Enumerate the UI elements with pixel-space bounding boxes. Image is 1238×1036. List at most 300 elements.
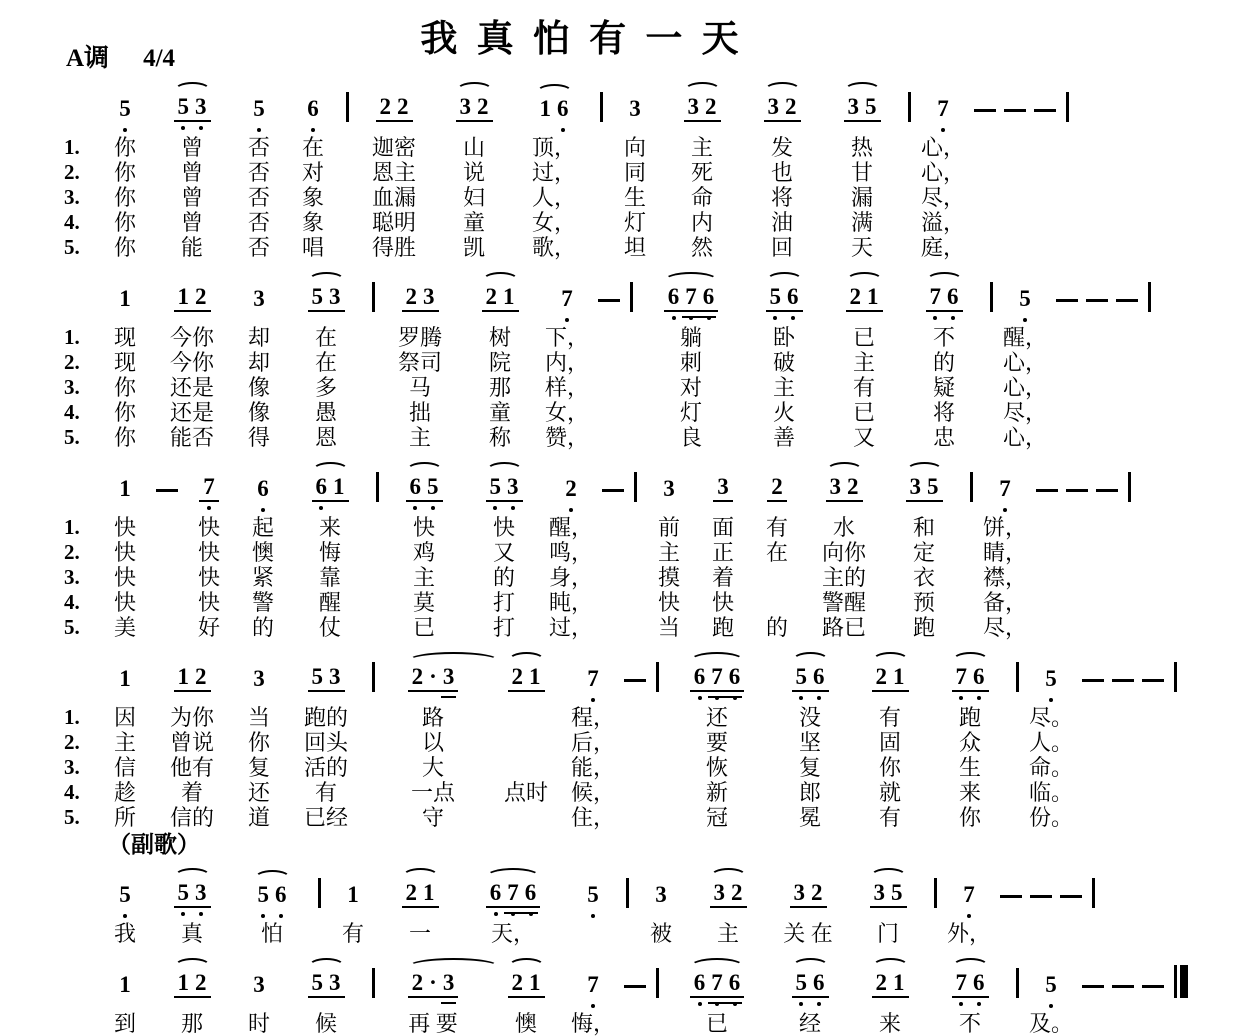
note-group [249, 973, 269, 998]
note-digit: 3 [329, 664, 341, 689]
lyric-cell: 冕 [798, 804, 821, 830]
music-cell [544, 462, 598, 515]
lyric-cell [1062, 540, 1092, 565]
lyric-cell [1082, 400, 1112, 425]
note-group [952, 665, 989, 692]
lyric-cell [370, 615, 384, 640]
note-digit: 3 [663, 476, 675, 501]
lyric-cell [970, 160, 1000, 185]
chorus-label: （副歌） [108, 832, 200, 857]
barline [600, 92, 603, 122]
lyric-cell: 否 [247, 234, 270, 260]
lyric-cell [620, 705, 650, 730]
music-cell [978, 462, 1032, 515]
lyric-cell [1168, 805, 1182, 830]
lyric-cell: 已 [705, 1010, 728, 1036]
lyric-cell: 妇 [462, 184, 485, 210]
lyric-cell: 已 [852, 399, 875, 425]
music-cell [1032, 462, 1062, 515]
lyric-cell [1122, 565, 1136, 590]
lyric-cell [1108, 755, 1138, 780]
note-group [933, 97, 953, 122]
music-cell [460, 868, 566, 921]
lyric-cell: 曾说 [169, 729, 214, 755]
barline [1148, 282, 1151, 312]
lyric-cell [486, 705, 566, 730]
note-digit: 2 [195, 970, 207, 995]
dash-note [1112, 985, 1134, 988]
lyric-cell: 甘 [850, 159, 873, 185]
note-group [174, 285, 211, 312]
lyric-cell: 卧 [772, 324, 795, 350]
music-cell [1078, 958, 1108, 1011]
note-digit: 3 [909, 474, 921, 499]
lyric-cell: 漏 [850, 184, 873, 210]
music-cell [1000, 82, 1030, 135]
note-group [684, 95, 721, 122]
lyric-cell [902, 185, 916, 210]
note-digit: 2 [397, 94, 409, 119]
chorus-systems [52, 856, 1232, 1036]
music-cell [1168, 958, 1194, 1011]
lyric-cell: 同 [623, 159, 646, 185]
note-digit: 5 [891, 880, 903, 905]
lyric-cell [1010, 1011, 1024, 1036]
note-group [766, 285, 803, 312]
lyric-cell [628, 615, 642, 640]
music-cell [848, 868, 928, 921]
note-group [174, 971, 211, 998]
barline [1092, 878, 1095, 908]
note-digit: 3 [629, 96, 641, 121]
lyric-cell [152, 540, 182, 565]
lyric-cell: 向你 [821, 539, 866, 565]
lyric-cell: 却 [247, 324, 270, 350]
lyric-cell: 在 [765, 539, 788, 565]
verse-number: 2. [64, 350, 80, 374]
barline [1016, 968, 1019, 998]
lyric-cell: 过， [531, 159, 576, 185]
lyric-cell: 心， [1002, 349, 1047, 375]
lyric-cell: 鸣， [548, 539, 593, 565]
lyric-cell: 凯 [462, 234, 485, 260]
note-digit: 3 [767, 94, 779, 119]
music-cell [326, 868, 380, 921]
music-cell [688, 868, 768, 921]
lyric-cell: 破 [772, 349, 795, 375]
note-group [625, 97, 645, 122]
lyric-cell [624, 325, 638, 350]
lyric-cell [598, 590, 628, 615]
verse-number: 5. [64, 805, 80, 829]
note-digit: 2 [771, 474, 783, 499]
lyric-cell [1108, 780, 1138, 805]
lyric-cell: 有 [852, 374, 875, 400]
music-cell [904, 272, 984, 325]
lyric-cell [1168, 755, 1182, 780]
lyric-cell: 童 [462, 209, 485, 235]
music-cell [152, 82, 232, 135]
lyric-cell: 大 [421, 754, 444, 780]
lyric-cell [1060, 185, 1074, 210]
double-underline [441, 696, 456, 698]
lyric-cell: 就 [878, 779, 901, 805]
note-group [1041, 973, 1061, 998]
lyric-cell [1060, 160, 1074, 185]
lyric-cell: 回头 [303, 729, 348, 755]
lyric-cell: 曾 [180, 209, 203, 235]
lyric-cell: 快 [711, 589, 734, 615]
dash-note [1112, 679, 1134, 682]
lyric-cell [594, 350, 624, 375]
dash-note [602, 489, 624, 492]
note-group [249, 667, 269, 692]
lyric-cell: 说 [462, 159, 485, 185]
lyric-cell [624, 425, 638, 450]
lyric-cell: 及。 [1028, 1010, 1073, 1036]
lyric-cell: 疑 [932, 374, 955, 400]
lyric-cell: 天， [490, 920, 535, 946]
lyric-cell: 对 [301, 159, 324, 185]
music-cell [1092, 462, 1122, 515]
note-group [583, 667, 603, 692]
lyric-cell: 因 [113, 704, 136, 730]
lyric-cell [1056, 921, 1086, 946]
lyric-cell [366, 705, 380, 730]
note-digit: 2 [405, 284, 417, 309]
lyric-cell: 已 [412, 614, 435, 640]
note-digit: 5 [311, 664, 323, 689]
lyric-cell: 快 [657, 589, 680, 615]
dash-note [624, 985, 646, 988]
note-group [826, 475, 863, 502]
lyric-cell: 现 [113, 349, 136, 375]
music-cell [1030, 82, 1060, 135]
music-cell [366, 958, 380, 1011]
note-group [952, 971, 989, 998]
final-barline [1174, 965, 1188, 998]
lyric-cell [1108, 805, 1138, 830]
lyric-cell: 愚 [314, 399, 337, 425]
lyric-cell: 警醒 [821, 589, 866, 615]
music-cell [286, 272, 366, 325]
music-cell [98, 958, 152, 1011]
lyric-cell: 得胜 [371, 234, 416, 260]
lyric-cell: 坚 [798, 729, 821, 755]
lyric-cell [486, 805, 566, 830]
music-cell [566, 652, 620, 705]
music-cell [1024, 958, 1078, 1011]
lyric-cell: 众 [958, 729, 981, 755]
note-digit: 1 [867, 284, 879, 309]
time-signature: 4/4 [143, 45, 176, 72]
music-cell [594, 82, 608, 135]
note-group [115, 667, 135, 692]
music-cell [1062, 462, 1092, 515]
music-cell [1060, 82, 1074, 135]
verse-number: 1. [64, 515, 80, 539]
lyric-cell [984, 350, 998, 375]
lyric-cell: 靠 [318, 564, 341, 590]
lyric-cell [366, 1011, 380, 1036]
lyric-cell [366, 425, 380, 450]
lyric-cell [1030, 160, 1060, 185]
note-digit: 3 [423, 284, 435, 309]
music-cell [1026, 868, 1056, 921]
lyric-cell: 山 [462, 134, 485, 160]
note-digit-low-octave: 5 [255, 883, 273, 906]
lyric-cell: 唱 [301, 234, 324, 260]
lyric-cell [1052, 400, 1082, 425]
note-group [376, 95, 413, 122]
lyric-cell: 对 [679, 374, 702, 400]
verse-number: 1. [64, 325, 80, 349]
lyric-cell: 时 [247, 1010, 270, 1036]
lyric-cell [594, 160, 608, 185]
lyric-cell: 下， [544, 324, 589, 350]
lyric-cell [1062, 590, 1092, 615]
double-underline [708, 1002, 742, 1004]
double-underline [441, 1002, 456, 1004]
lyric-cell: 否 [247, 159, 270, 185]
lyric-cell: 的 [251, 614, 274, 640]
lyric-cell: 有 [878, 804, 901, 830]
music-cell [984, 272, 998, 325]
note-group [115, 973, 135, 998]
lyric-cell: 能 [180, 234, 203, 260]
lyric-cell [1138, 1011, 1168, 1036]
lyric-cell: 尽， [1002, 399, 1047, 425]
lyric-cell [1108, 730, 1138, 755]
lyric-cell [628, 515, 642, 540]
lyric-cell: 童 [488, 399, 511, 425]
lyric-cell: 不 [958, 1010, 981, 1036]
slur-arc [408, 652, 499, 669]
note-digit: 5 [311, 284, 323, 309]
music-cell [286, 958, 366, 1011]
lyric-cell [1062, 515, 1092, 540]
lyric-cell: 你 [113, 184, 136, 210]
lyric-cell [1108, 705, 1138, 730]
note-group [402, 285, 439, 312]
music-cell [514, 82, 594, 135]
note-digit: 2 [811, 880, 823, 905]
lyric-cell: 命。 [1028, 754, 1073, 780]
note-group [482, 285, 519, 312]
note-digit-low-octave: 6 [313, 475, 331, 498]
music-cell [98, 82, 152, 135]
lyric-cell: 赞， [544, 424, 589, 450]
music-cell [620, 868, 634, 921]
lyric-cell: 复 [247, 754, 270, 780]
lyric-cell: 经 [798, 1010, 821, 1036]
lyric-cell [486, 755, 566, 780]
music-cell [822, 82, 902, 135]
double-underline [708, 696, 742, 698]
lyric-cell [1122, 540, 1136, 565]
note-group [651, 883, 671, 908]
lyric-cell [1168, 780, 1182, 805]
verse-number: 1. [64, 135, 80, 159]
lyric-cell: 候， [570, 779, 615, 805]
lyric-cell [1060, 135, 1074, 160]
music-cell [1108, 652, 1138, 705]
lyric-cell: 跑 [958, 704, 981, 730]
lyric-cell [1030, 185, 1060, 210]
lyric-cell: 得 [247, 424, 270, 450]
music-cell [232, 958, 286, 1011]
note-digit: 3 [687, 94, 699, 119]
lyric-cell [1142, 350, 1156, 375]
lyric-cell: 曾 [180, 184, 203, 210]
barline [970, 472, 973, 502]
lyric-cell: 有 [765, 514, 788, 540]
music-cell [742, 82, 822, 135]
lyric-cell: 多 [314, 374, 337, 400]
lyric-cell: 今你 [169, 349, 214, 375]
lyric-cell: 院 [488, 349, 511, 375]
lyric-cell [366, 375, 380, 400]
note-group [408, 665, 459, 692]
lyric-cell [1052, 375, 1082, 400]
lyric-cell: 已经 [303, 804, 348, 830]
music-cell [236, 462, 290, 515]
note-digit: 5 [311, 970, 323, 995]
lyric-cell [1032, 615, 1062, 640]
lyric-cell: 今你 [169, 324, 214, 350]
note-group [508, 665, 545, 692]
verse-number: 2. [64, 160, 80, 184]
music-cell [152, 462, 182, 515]
note-digit: 3 [253, 286, 265, 311]
music-cell [182, 462, 236, 515]
verse-number: 3. [64, 185, 80, 209]
lyric-cell: 将 [770, 184, 793, 210]
lyric-cell: 醒， [548, 514, 593, 540]
lyric-cell: 醒， [1002, 324, 1047, 350]
lyric-cell: 你 [113, 234, 136, 260]
lyric-cell: 衣 [912, 564, 935, 590]
music-cell [384, 462, 464, 515]
lyric-cell [1010, 705, 1024, 730]
lyric-cell: 良 [679, 424, 702, 450]
music-cell [464, 462, 544, 515]
lyric-cell: 他有 [169, 754, 214, 780]
note-digit: 2 [405, 880, 417, 905]
note-digit-low-octave: 5 [793, 665, 811, 688]
note-digit: 5 [927, 474, 939, 499]
lyric-cell: 心， [1002, 374, 1047, 400]
lyric-cell [1030, 235, 1060, 260]
dash-note [1004, 109, 1026, 112]
lyric-cell: 郎 [798, 779, 821, 805]
lyric-cell: 着 [711, 564, 734, 590]
lyric-cell [628, 590, 642, 615]
lyric-cell: 鸡 [412, 539, 435, 565]
note-digit-low-octave: 5 [1042, 973, 1060, 996]
lyric-cell [902, 235, 916, 260]
lyric-cell [366, 325, 380, 350]
music-cell [370, 462, 384, 515]
lyric-cell [1142, 425, 1156, 450]
lyric-cell: 守 [421, 804, 444, 830]
lyric-cell: 不 [932, 324, 955, 350]
lyric-cell: 没 [798, 704, 821, 730]
note-digit: 2 [875, 664, 887, 689]
lyric-cell [1030, 135, 1060, 160]
lyric-cell: 现 [113, 324, 136, 350]
music-cell [1010, 958, 1024, 1011]
lyric-cell [1000, 235, 1030, 260]
note-digit: 1 [529, 970, 541, 995]
note-digit-low-octave: 6 [726, 971, 744, 994]
lyric-cell: 悔， [570, 1010, 615, 1036]
note-digit: 3 [873, 880, 885, 905]
note-digit-low-octave: 7 [558, 287, 576, 310]
lyric-cell: 快 [113, 514, 136, 540]
lyric-cell: 那 [488, 374, 511, 400]
lyric-cell: 恩主 [371, 159, 416, 185]
note-digit-low-octave: 5 [767, 285, 785, 308]
lyric-cell: 否 [247, 134, 270, 160]
music-cell [916, 82, 970, 135]
lyric-cell [594, 235, 608, 260]
music-cell [232, 868, 312, 921]
note-digit: 1 [119, 972, 131, 997]
note-group [536, 97, 573, 122]
note-digit: 3 [793, 880, 805, 905]
lyric-cell: 新 [705, 779, 728, 805]
lyric-cell: 也 [770, 159, 793, 185]
lyric-cell [650, 780, 664, 805]
barline [934, 878, 937, 908]
music-cell [634, 868, 688, 921]
note-digit-low-octave: 7 [584, 667, 602, 690]
dash-note [1034, 109, 1056, 112]
note-digit: 2 [511, 970, 523, 995]
lyric-cell [970, 235, 1000, 260]
lyric-cell [1138, 805, 1168, 830]
note-group [926, 285, 963, 312]
lyric-cell: 水 [832, 514, 855, 540]
lyric-cell: 点时 [503, 779, 548, 805]
lyric-cell [366, 400, 380, 425]
note-digit: 3 [253, 972, 265, 997]
lyric-cell: 尽。 [1028, 704, 1073, 730]
lyric-cell [486, 730, 566, 755]
lyric-cell: 睛， [982, 539, 1027, 565]
music-cell [1078, 652, 1108, 705]
lyric-cell: 快 [492, 514, 515, 540]
lyric-cell: 然 [690, 234, 713, 260]
note-digit: 2 [731, 880, 743, 905]
lyric-cell: 跑 [912, 614, 935, 640]
note-digit-low-octave: 6 [407, 475, 425, 498]
note-group [557, 287, 577, 312]
note-digit: 3 [717, 474, 729, 499]
lyric-cell: 还 [705, 704, 728, 730]
lyric-cell: 再 要 [408, 1010, 458, 1036]
lyric-cell [1092, 540, 1122, 565]
note-group [308, 285, 345, 312]
note-digit-low-octave: 7 [953, 971, 971, 994]
music-cell [152, 272, 232, 325]
lyric-cell [1026, 921, 1056, 946]
lyric-cell [340, 210, 354, 235]
notation-grid [52, 652, 1232, 830]
note-digit-low-octave: 6 [970, 971, 988, 994]
verse-number: 4. [64, 590, 80, 614]
